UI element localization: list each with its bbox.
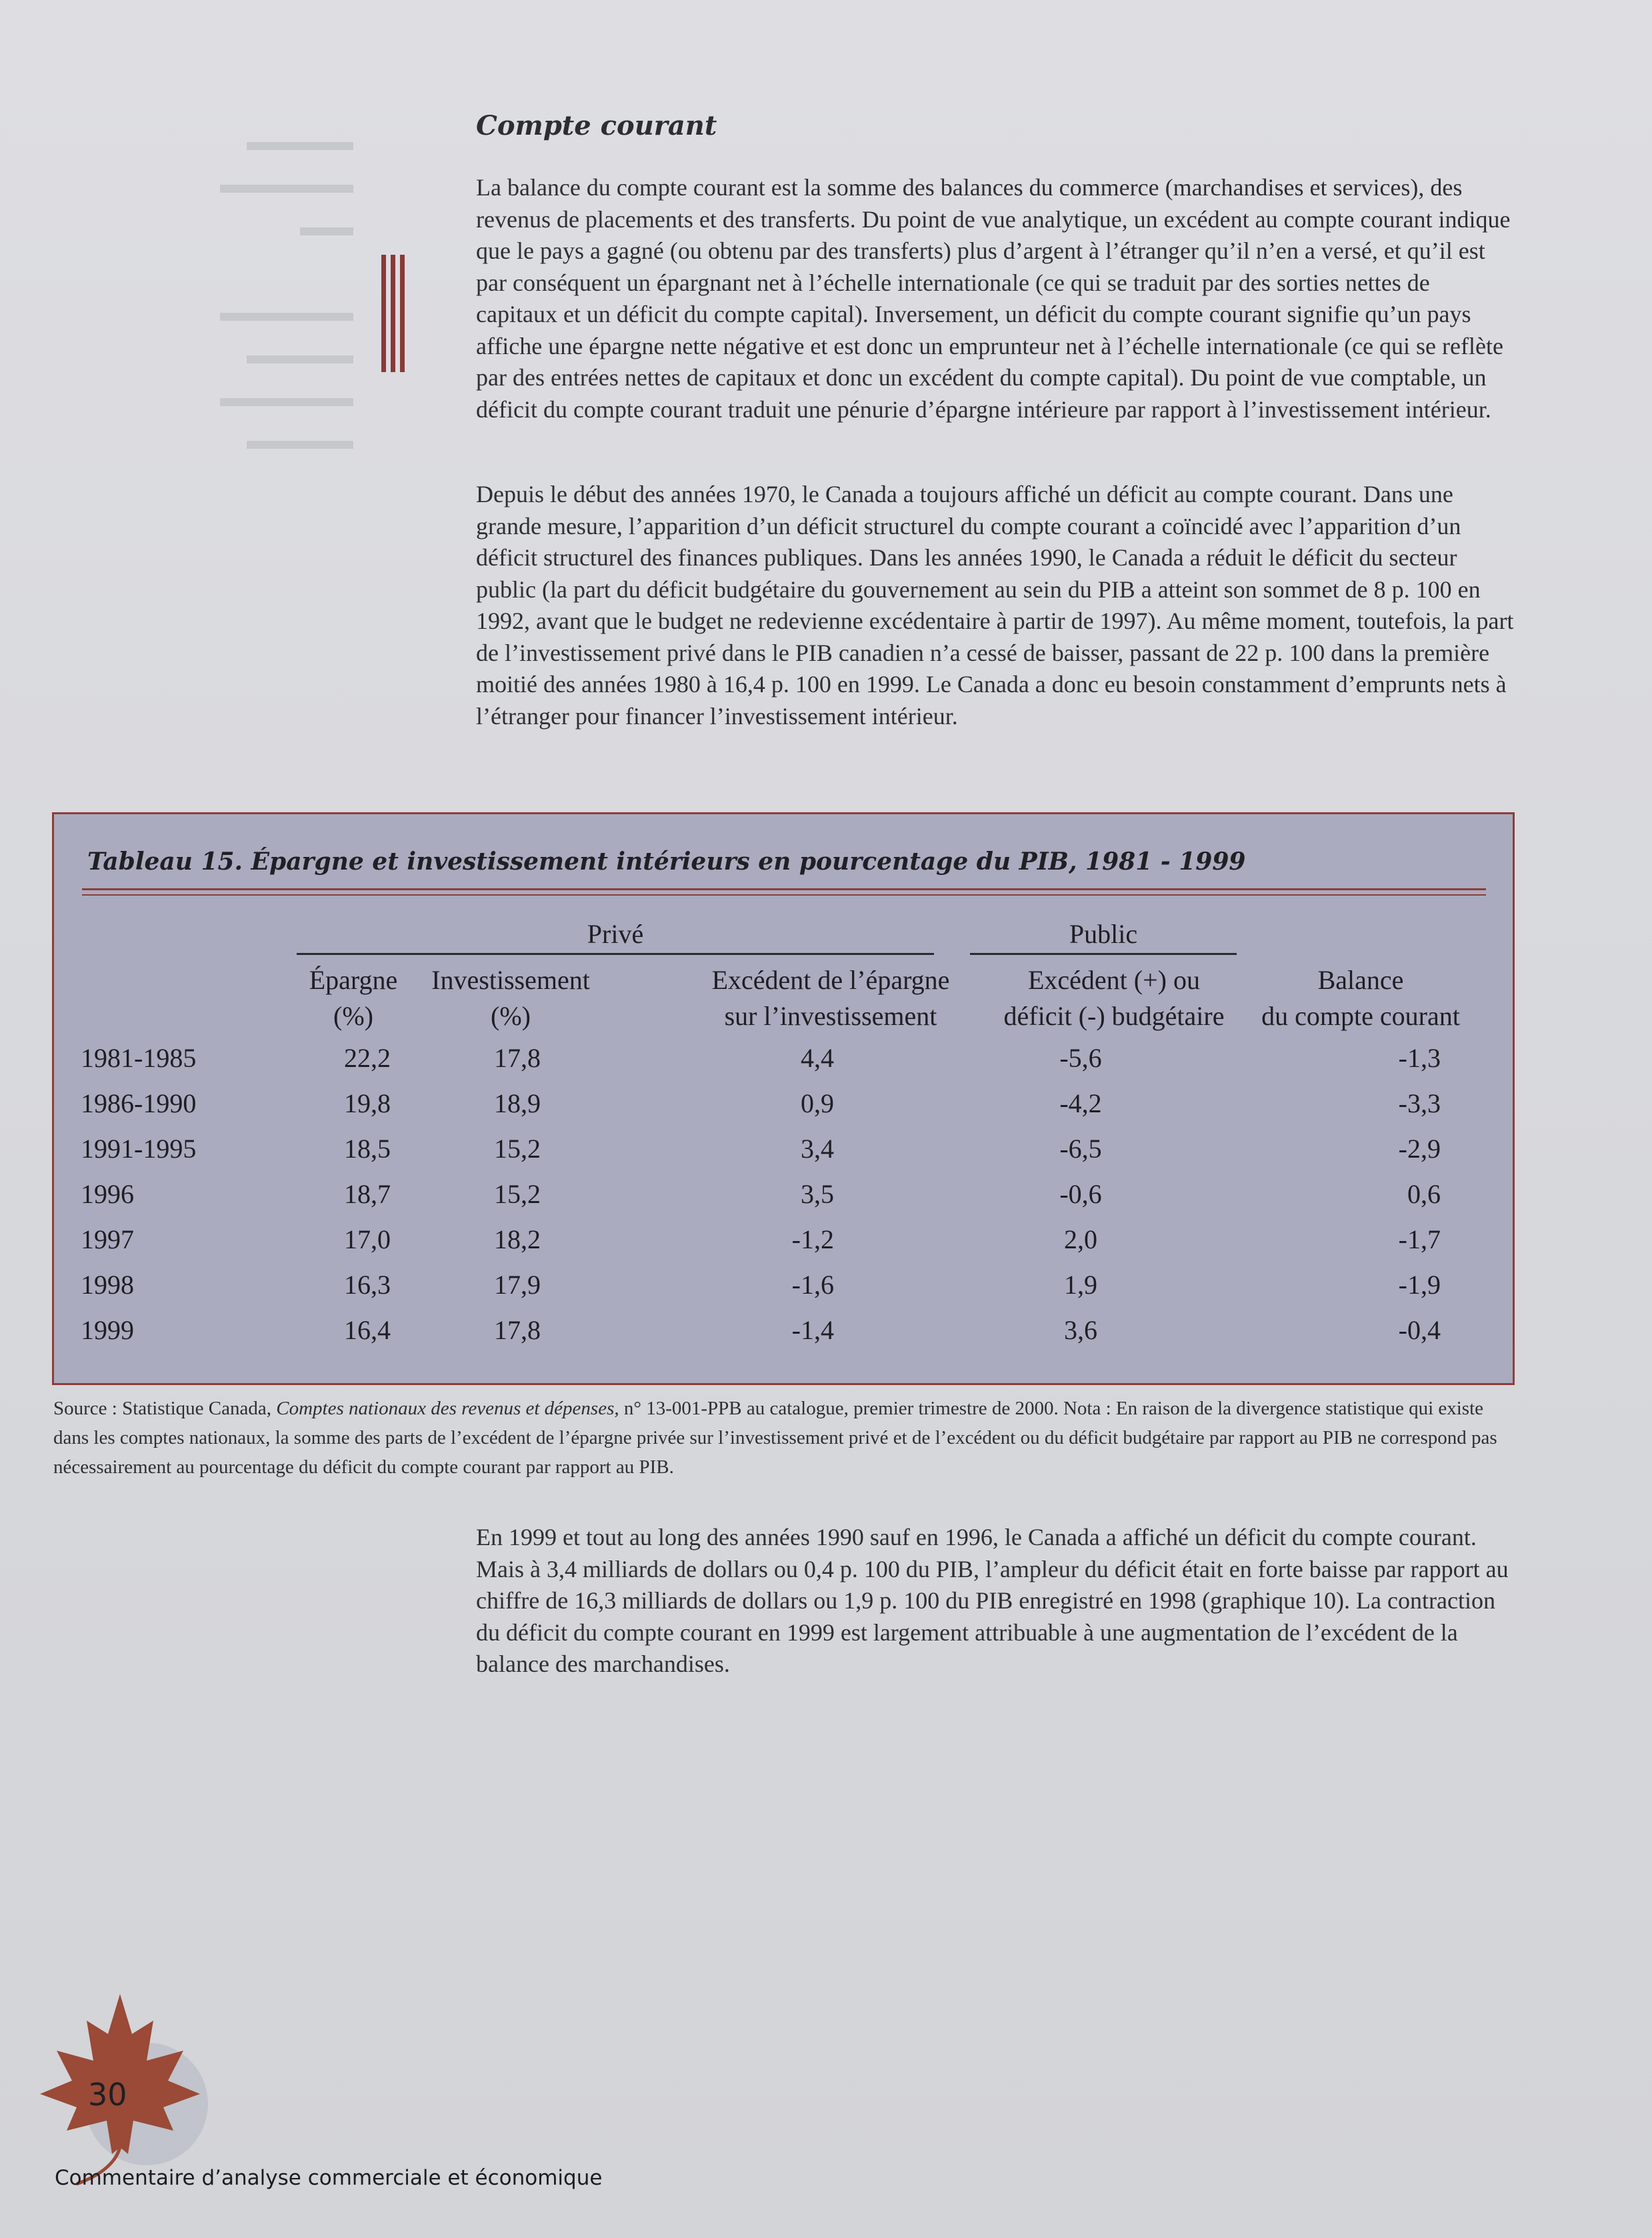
table-cell: 3,5 [801,1179,834,1209]
table-cell: 0,6 [1407,1179,1441,1209]
table-cell: 16,3 [344,1270,391,1300]
table-cell: 17,8 [494,1043,541,1073]
period-cell: 1981-1985 [81,1043,197,1073]
table-cell: -1,4 [791,1315,834,1345]
footer-publication-title: Commentaire d’analyse commerciale et économique [55,2166,603,2190]
page-number: 30 [88,2077,127,2113]
table-cell: -1,7 [1398,1224,1441,1254]
table-title: Tableau 15. Épargne et investissement intérieurs en pourcentage du PIB, 1981 - 1999 [87,848,1246,876]
table-row [54,1314,1517,1360]
table-cell: 16,4 [344,1315,391,1345]
table-cell: 17,0 [344,1224,391,1254]
table-cell: 1,9 [1064,1270,1097,1300]
table-cell: 22,2 [344,1043,391,1073]
table-cell: 2,0 [1064,1224,1097,1254]
table-cell: 17,8 [494,1315,541,1345]
column-header: Balance du compte courant [1261,965,1460,1031]
paragraph: En 1999 et tout au long des années 1990 sauf en 1996, le Canada a affiché un déficit du compte courant. Mais à 3,4 milliards de dollars ou 0,4 p. 100 du PIB, l’ampleur du déficit était en forte baisse par rapport au chiffre de 16,3 milliards de dollars ou 1,9 p. 100 du PIB enregistré en 1998 (graphique 10). La contraction du déficit du compte courant en 1999 est largement attribuable à une augmentation de l’excédent de la balance des marchandises. [476,1524,1509,1677]
table-cell: -1,6 [791,1270,834,1300]
table-cell: -2,9 [1398,1134,1441,1164]
table-cell: -0,4 [1398,1315,1441,1345]
table-cell: 17,9 [494,1270,541,1300]
column-header: Excédent de l’épargne sur l’investissement [711,965,950,1031]
table-source-note: Source : Statistique Canada, Comptes nationaux des revenus et dépenses, n° 13-001-PPB au catalogue, premier trimestre de 2000. Nota : En raison de la divergence statistique qui existe dans les comptes nationaux, la somme des parts de l’excédent de l’épargne privée sur l’investissement privé et de l’excédent ou du déficit budgétaire par rapport au PIB ne correspond pas nécessairement au pourcentage du déficit du compte courant par rapport au PIB. [53,1398,1497,1478]
title-rule [82,894,1486,896]
table-cell: -1,3 [1398,1043,1441,1073]
table-cell: 18,5 [344,1134,391,1164]
table-row [54,1224,1517,1269]
group-header-public: Public [1069,919,1138,949]
table-row [54,1178,1517,1224]
source-publication: Comptes nationaux des revenus et dépenses, [276,1398,619,1419]
table-row [54,1269,1517,1314]
group-header-prive: Privé [587,919,644,949]
column-header: Épargne (%) [309,965,398,1031]
table-cell: 15,2 [494,1134,541,1164]
table-cell: -5,6 [1059,1043,1102,1073]
bleed-through-text: ▬▬▬▬ ▬▬▬▬▬ ▬▬ ▬▬▬▬▬ ▬▬▬▬ ▬▬▬▬▬ ▬▬▬▬ [220,126,353,455]
period-cell: 1999 [81,1315,134,1345]
table-cell: 19,8 [344,1088,391,1118]
table-cell: 18,9 [494,1088,541,1118]
table-row [54,1042,1517,1088]
table-row [54,1133,1517,1178]
title-rule [82,888,1486,890]
table-cell: -1,9 [1398,1270,1441,1300]
data-table [52,812,1515,1385]
group-rule [970,953,1237,955]
table-cell: -0,6 [1059,1179,1102,1209]
table-cell: -4,2 [1059,1088,1102,1118]
table-cell: 18,2 [494,1224,541,1254]
table-cell: 4,4 [801,1043,834,1073]
table-cell: -6,5 [1059,1134,1102,1164]
paragraph: Depuis le début des années 1970, le Canada a toujours affiché un déficit au compte courant. Dans une grande mesure, l’apparition d’un déficit structurel du compte courant a coïncidé avec l’apparition d’un déficit structurel des finances publiques. Dans les années 1990, le Canada a réduit le déficit du secteur public (la part du déficit budgétaire du gouvernement au sein du PIB a atteint son sommet de 8 p. 100 en 1992, avant que le budget ne redevienne excédentaire à partir de 1997). Au même moment, toutefois, la part de l’investissement privé dans le PIB canadien n’a cessé de baisser, passant de 22 p. 100 dans la première moitié des années 1980 à 16,4 p. 100 en 1999. Le Canada a donc eu besoin constamment d’emprunts nets à l’étranger pour financer l’investissement intérieur. [476,481,1514,730]
period-cell: 1996 [81,1179,134,1209]
period-cell: 1997 [81,1224,134,1254]
table-cell: 3,6 [1064,1315,1097,1345]
table-cell: 3,4 [801,1134,834,1164]
table-cell: 18,7 [344,1179,391,1209]
column-header: Investissement (%) [431,965,590,1031]
table-cell: 0,9 [801,1088,834,1118]
paragraph: La balance du compte courant est la somme des balances du commerce (marchandises et services), des revenus de placements et des transferts. Du point de vue analytique, un excédent au compte courant indique que le pays a gagné (ou obtenu par des transferts) plus d’argent à l’étranger qu’il n’en a versé, et qu’il est par conséquent un épargnant net à l’échelle internationale (ce qui se traduit par des sorties nettes de capitaux et un déficit du compte capital). Inversement, un déficit du compte courant signifie qu’un pays affiche une épargne nette négative et est donc un emprunteur net à l’échelle internationale (ce qui se reflète par des entrées nettes de capitaux et donc un excédent du compte capital). Du point de vue comptable, un déficit du compte courant traduit une pénurie d’épargne intérieure par rapport à l’investissement intérieur. [476,174,1511,423]
section-heading: Compte courant [476,110,717,141]
table-cell: -1,2 [791,1224,834,1254]
table-cell: -3,3 [1398,1088,1441,1118]
period-cell: 1998 [81,1270,134,1300]
table-cell: 15,2 [494,1179,541,1209]
margin-bars-decoration [381,255,409,375]
table-row [54,1088,1517,1133]
column-header: Excédent (+) ou déficit (-) budgétaire [1003,965,1225,1031]
period-cell: 1991-1995 [81,1134,197,1164]
group-rule [297,953,934,955]
period-cell: 1986-1990 [81,1088,197,1118]
